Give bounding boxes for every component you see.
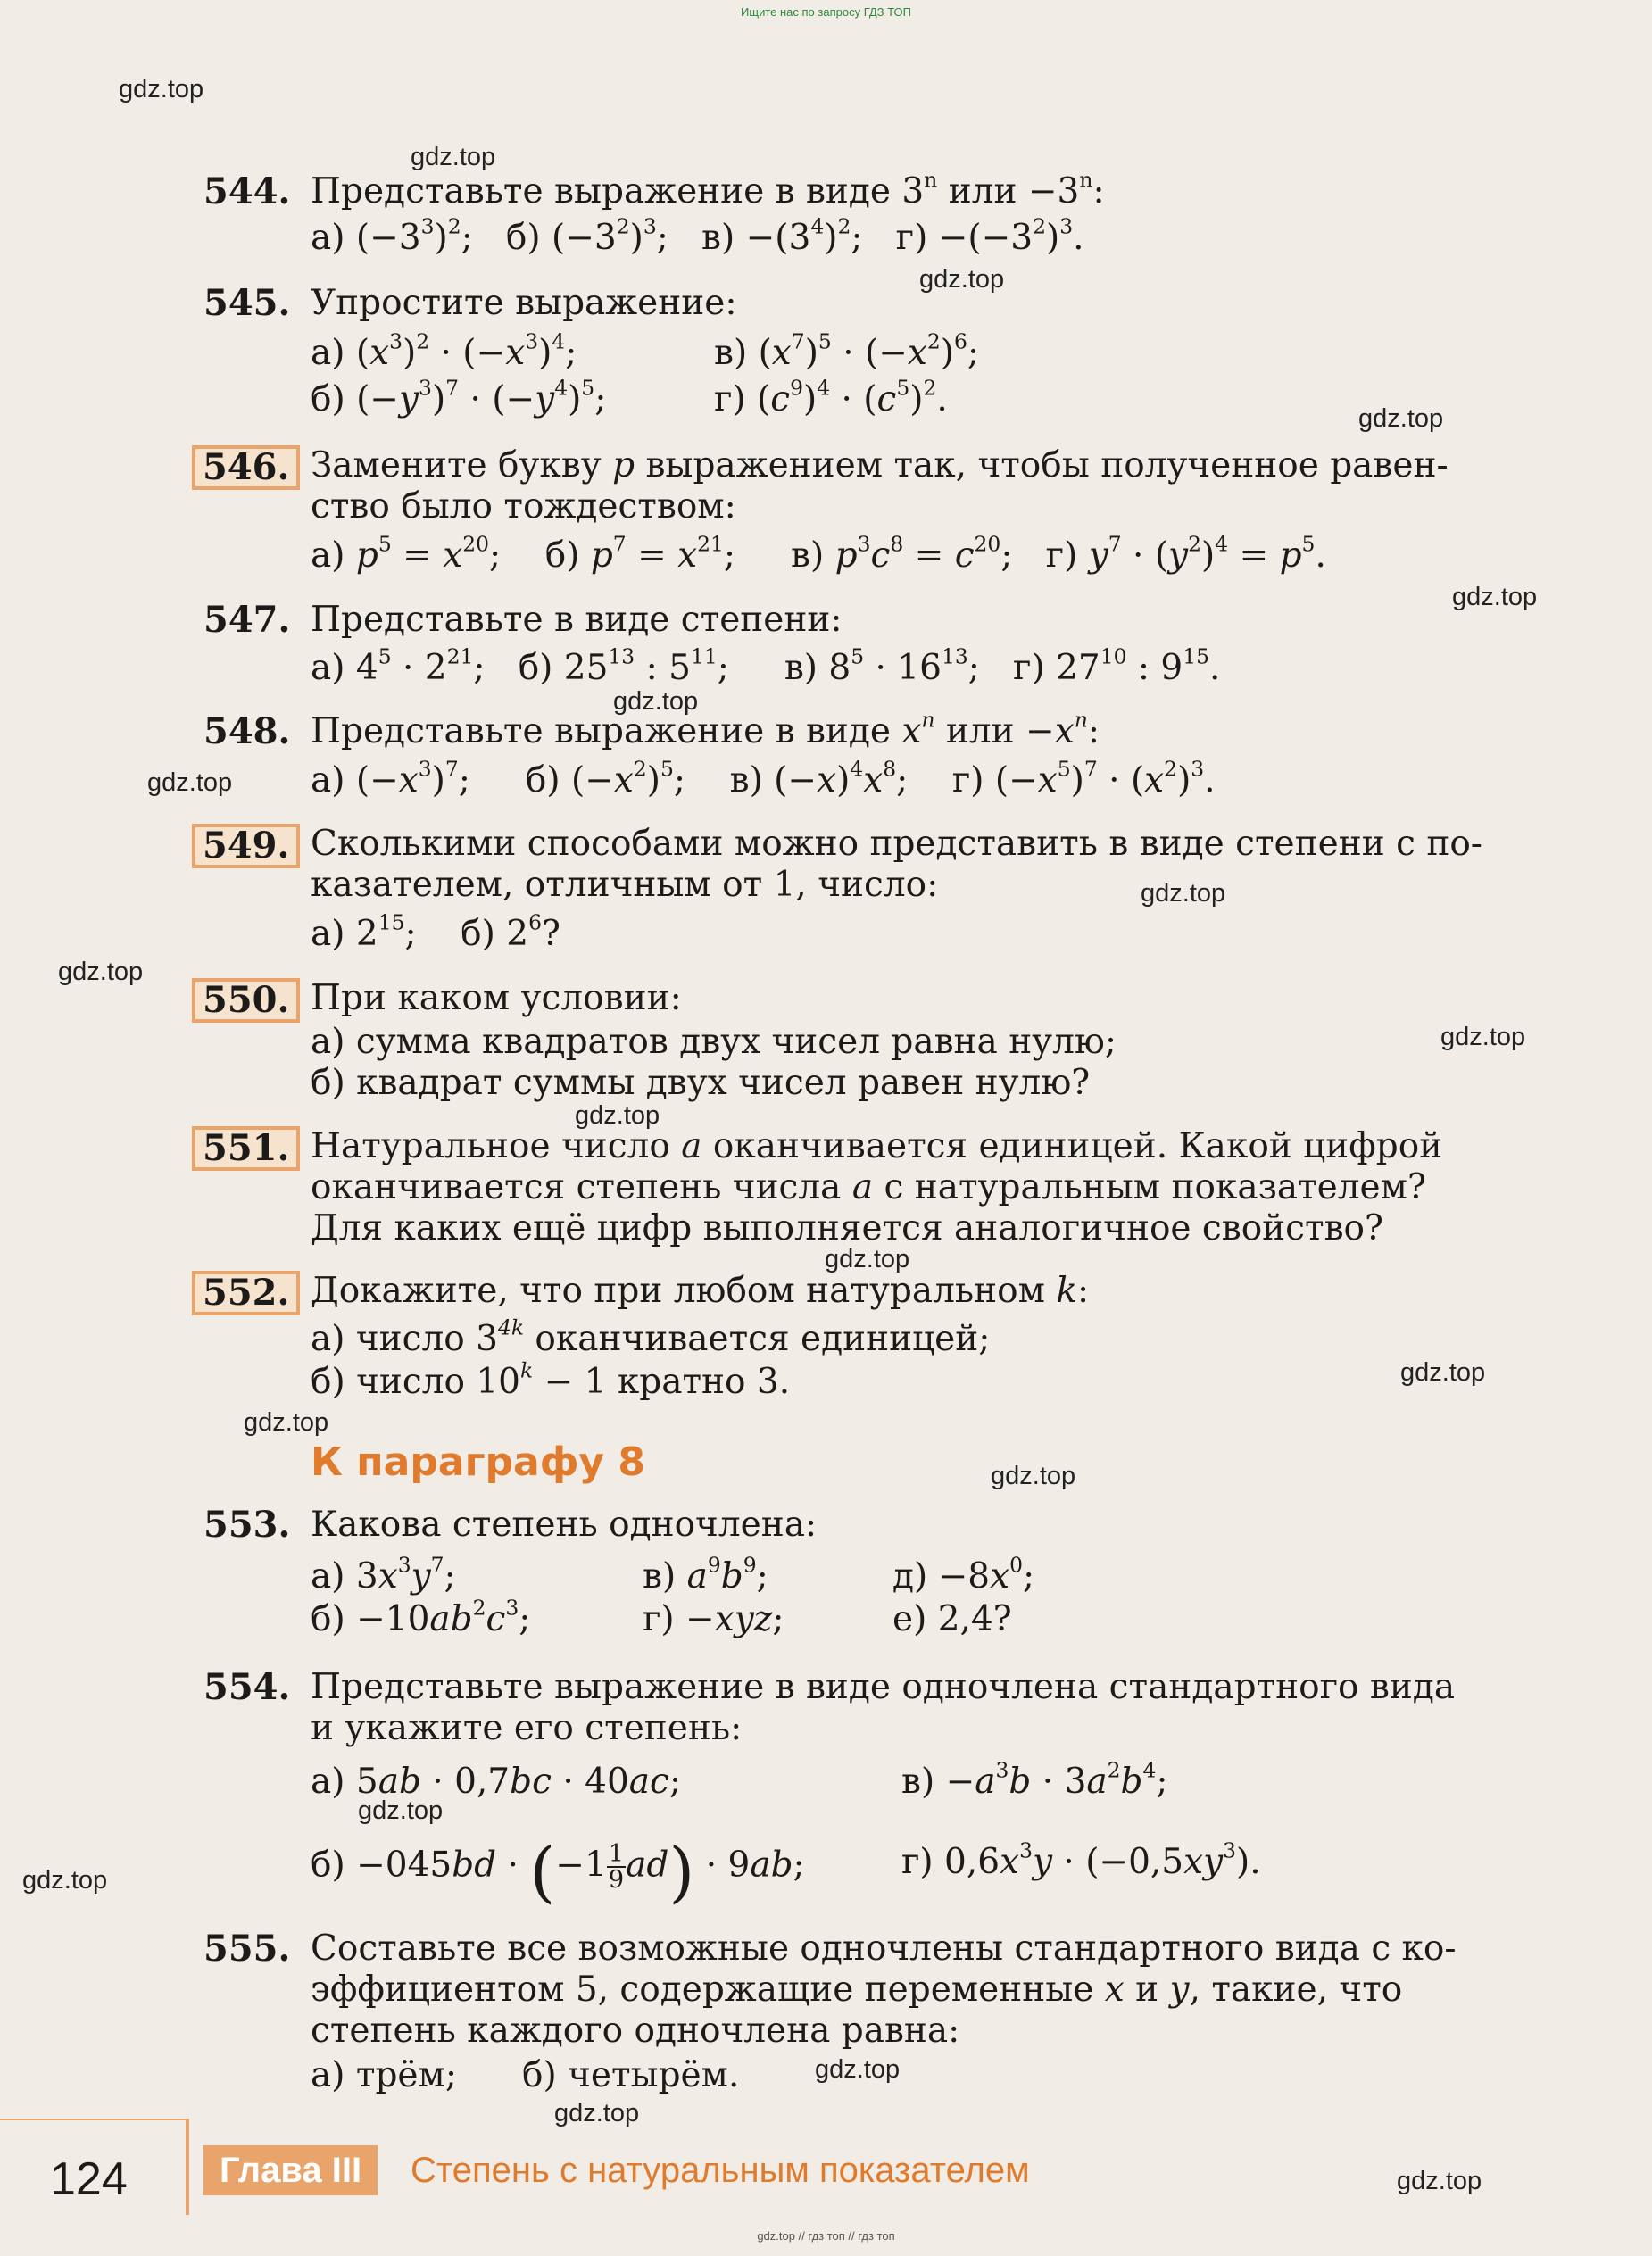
problem-number-545: 545. (203, 282, 291, 324)
watermark: gdz.top (1452, 583, 1538, 611)
problem-554-question-line2: и укажите его степень: (311, 1708, 743, 1748)
problem-549-question-line1: Сколькими способами можно представить в виде степени с по- (311, 824, 1482, 864)
problem-550-question: При каком условии: (311, 978, 682, 1018)
problem-547-options: а) $4^5 \cdot 2^{21}$; б) $25^{13}$ : $5^{11}$; в) $8^5 \cdot 16^{13}$; г) $27^{10}$ : $9^{15}$. (311, 643, 1221, 688)
problem-555-option-b: б) четырём. (522, 2055, 740, 2095)
watermark: gdz.top (147, 768, 233, 797)
watermark: gdz.top (991, 1462, 1076, 1490)
header-note: Ищите нас по запросу ГДЗ ТОП (741, 5, 911, 19)
problem-number-547: 547. (203, 599, 291, 641)
problem-554-option-a: а) 5ab · 0,7bc · 40ac; (311, 1762, 681, 1802)
problem-546-question-line2: ство было тождеством: (311, 486, 736, 527)
problem-number-548: 548. (203, 710, 291, 752)
problem-553-option-a: а) $3x^3y^7$; (311, 1552, 456, 1597)
watermark: gdz.top (22, 1866, 108, 1895)
problem-548-options: а) $(-x^3)^7$; б) $(-x^2)^5$; в) $(-x)^4x^8$; г) $(-x^5)^7 \cdot (x^2)^3$. (311, 756, 1216, 800)
problem-554-option-v: $в) -a^3b \cdot 3a^2b^4$; (901, 1757, 1168, 1802)
problem-number-552: 552. (192, 1271, 300, 1315)
problem-number-546: 546. (192, 445, 300, 490)
problem-552-option-a: а) число $3^{4k}$ оканчивается единицей; (311, 1315, 991, 1359)
problem-549-question-line2: казателем, отличным от 1, число: (311, 865, 939, 905)
problem-546-options: а) $p^5 = x^{20}$; б) $p^7 = x^{21}$; в) $p^3c^8 = c^{20}$; г) $y^7 \cdot (y^2)^4 = p^5$. (311, 531, 1326, 576)
watermark: gdz.top (1358, 404, 1444, 433)
problem-553-option-v: в) $a^9b^9$; (643, 1552, 768, 1597)
chapter-title: Степень с натуральным показателем (411, 2151, 1030, 2190)
watermark: gdz.top (411, 143, 496, 171)
problem-548-question: Представьте выражение в виде $x^n$ или $-x^n$: (311, 707, 1100, 751)
problem-number-549: 549. (192, 824, 300, 868)
page-number: 124 (50, 2153, 128, 2205)
problem-554-option-b: б) −045bd · (−1 $\frac{1}{9}$ ad) · 9ab; (311, 1834, 805, 1912)
problem-555-option-a: а) трём; (311, 2055, 457, 2095)
problem-545-question: Упростите выражение: (311, 283, 737, 323)
problem-544-question: Представьте выражение в виде 3$^n$ или $-3^n$: (311, 167, 1105, 212)
problem-553-option-d: $д) -8x^0$; (892, 1552, 1035, 1597)
watermark: gdz.top (825, 1245, 910, 1273)
problem-551-line1: Натуральное число a оканчивается единицей. Какой цифрой (311, 1126, 1443, 1166)
watermark: gdz.top (815, 2055, 901, 2084)
problem-545-option-b: б) $(-y^3)^7 \cdot (-y^4)^5$; (311, 375, 607, 419)
watermark: gdz.top (58, 958, 144, 986)
problem-550-option-b: б) квадрат суммы двух чисел равен нулю? (311, 1063, 1091, 1103)
problem-546-question-line1: Замените букву p выражением так, чтобы полученное равен- (311, 445, 1449, 485)
watermark: gdz.top (1141, 879, 1226, 908)
problem-555-line1: Составьте все возможные одночлены стандартного вида с ко- (311, 1928, 1457, 1969)
problem-number-555: 555. (203, 1928, 291, 1970)
problem-553-question: Какова степень одночлена: (311, 1505, 818, 1545)
problem-551-line2: оканчивается степень числа a с натуральным показателем? (311, 1167, 1426, 1207)
watermark: gdz.top (119, 75, 204, 104)
problem-number-550: 550. (192, 978, 300, 1023)
problem-number-553: 553. (203, 1504, 291, 1546)
problem-number-551: 551. (192, 1126, 300, 1171)
chapter-tab: Глава III (203, 2145, 378, 2195)
problem-555-line3: степень каждого одночлена равна: (311, 2011, 960, 2051)
problem-545-option-g: г) $(c^9)^4 \cdot (c^5)^2$. (714, 375, 948, 419)
watermark: gdz.top (919, 265, 1005, 294)
problem-554-question-line1: Представьте выражение в виде одночлена стандартного вида (311, 1667, 1456, 1707)
watermark: gdz.top (1440, 1023, 1526, 1051)
watermark: gdz.top (554, 2099, 640, 2127)
watermark: gdz.top (358, 1796, 444, 1825)
problem-549-options: а) $2^{15}$; б) $2^6$? (311, 909, 560, 954)
problem-552-option-b: б) число $10^k - 1$ кратно 3. (311, 1357, 791, 1402)
problem-number-554: 554. (203, 1666, 291, 1708)
watermark: gdz.top (1400, 1358, 1486, 1387)
watermark: gdz.top (575, 1101, 660, 1130)
problem-553-option-g: г) −xyz; (643, 1599, 784, 1639)
problem-number-544: 544. (203, 170, 291, 212)
problem-555-line2: эффициентом 5, содержащие переменные x и y, такие, что (311, 1970, 1403, 2010)
watermark: gdz.top (1397, 2167, 1482, 2195)
watermark: gdz.top (613, 687, 699, 716)
problem-544-options: а) $(-3^3)^2$; б) $(-3^2)^3$; $в) -(3^4)^2$; $г) -(-3^2)^3$. (311, 213, 1084, 258)
watermark: gdz.top (244, 1408, 329, 1437)
footer-note: gdz.top // гдз топ // гдз топ (757, 2229, 895, 2243)
problem-553-option-e: е) 2,4? (892, 1599, 1012, 1639)
problem-547-question: Представьте в виде степени: (311, 600, 843, 640)
section-title: К параграфу 8 (311, 1439, 646, 1485)
problem-545-option-a: а) $(x^3)^2 \cdot (-x^3)^4$; (311, 328, 577, 373)
problem-551-line3: Для каких ещё цифр выполняется аналогичное свойство? (311, 1208, 1383, 1248)
problem-553-option-b: $б) -10ab^2c^3$; (311, 1595, 531, 1639)
problem-552-question: Докажите, что при любом натуральном k: (311, 1271, 1090, 1311)
problem-554-option-g: г) $0,6x^3y \cdot (-0,5xy^3)$. (901, 1837, 1261, 1882)
problem-545-option-v: в) $(x^7)^5 \cdot (-x^2)^6$; (714, 328, 980, 373)
problem-550-option-a: а) сумма квадратов двух чисел равна нулю; (311, 1022, 1117, 1062)
